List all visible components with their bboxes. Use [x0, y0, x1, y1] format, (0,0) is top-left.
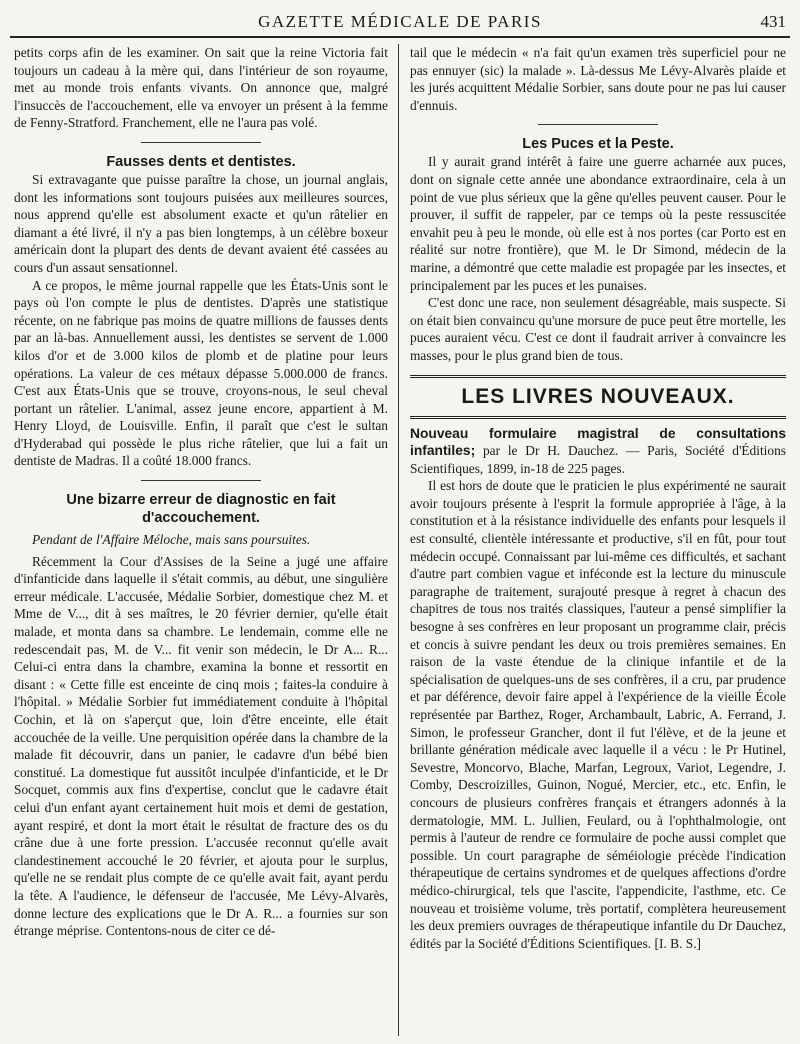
- book-review: [410, 477, 786, 952]
- paragraph: C'est donc une race, non seulement désagréable, mais suspecte. Si on était bien convaincu qu'une morsure de puce peut être mortelle, les puces auraient vécu. C'est ce dont il faudrait arriver à convaincre les masses, pour le plus grand bien de tous.: [410, 295, 786, 363]
- paragraph: Récemment la Cour d'Assises de la Seine a jugé une affaire d'infanticide dans laquelle il s'était commis, au début, une singulière erreur médicale. L'accusée, Médalie Sorbier, domestique chez M. et Mme de V..., dit à ses maîtres, le 20 février dernier, qu'elle était malade, et monta dans sa chambre. Le lendemain, comme elle ne redescendait pas, M. de V... fit venir son médecin, le Dr A... R... Celui-ci entra dans la chambre, examina la bonne et ressortit en disant : « Cette fille est enceinte de cinq mois ; faites-la conduire à l'hôpital. » Médalie Sorbier fut immédiatement conduite à l'hôpital Cochin, et là on s'aperçut que, loin d'être enceinte, elle était accouchée de la veille. Une perquisition opérée dans la chambre de la malade fit découvrir, dans un panier, le cadavre d'un bébé bien constitué. La domestique fut aussitôt inculpée d'infanticide, et le Dr Socquet, commis aux fins d'expertise, conclut que le cadavre était celui d'un enfant ayant certainement huit mois et demi de gestation, ayant respiré, et dont la mort était le résultat de fracture des os du crâne due à une forte pression. L'accusée reconnut qu'elle avait clandestinement accouché le 20 février, et ajouta pour le surplus, qu'elle ne se rendait plus compte de ce qu'elle avait fait, ayant perdu la tête. A l'audience, le défenseur de l'accusée, Me Lévy-Alvarès, donne lecture des explications que le Dr A. R... a fournies sur son étrange méprise. Contentons-nous de citer ce dé-: [14, 553, 388, 939]
- review-signature: [I. B. S.]: [654, 935, 702, 951]
- section-separator: [141, 480, 261, 481]
- left-column: [14, 44, 388, 1036]
- section-separator: [538, 124, 658, 125]
- page-header: [10, 8, 790, 38]
- section-rule: [410, 375, 786, 378]
- section-rule: [410, 416, 786, 419]
- review-text: Il est hors de doute que le praticien le plus expérimenté ne saurait avoir toujours présente à l'esprit la formule appropriée à l'âge, à la constitution et à la résistance individuelle des enfants pour lesquels il est consulté, clientèle intéressante et productive, s'il en fût, pour tout médecin occupé. Connaissant par lui-même ces difficultés, et sachant d'autre part combien vague et inféconde est la lecture du minuscule paragraphe de traitement, surajouté presque à regret à chacun des chapitres de tous nos traités classiques, l'auteur a pensé simplifier la besogne à ses confrères en leur proposant un programme clair, précis et concis à suivre pendant les deux ou trois premières semaines. En raison de la vaste étendue de la clinique infantile et de la spécialisation de quelques-uns de ses confrères, il a cru, par prudence et par déférence, devoir faire appel à l'expérience de la vieille École représentée par Barthez, Roger, Archambault, Labric, A. Ferrand, J. Simon, le professeur Grancher, dont il fut l'élève, et de la jeune et brillante génération médicale avec laquelle il a vécu : le Pr Hutinel, Sevestre, Moncorvo, Blache, Marfan, Legroux, Variot, Legendre, J. Comby, Descroizilles, Guinon, Nogué, Mercier, etc., etc. Enfin, le concours de plusieurs confrères français et étrangers adonnés à la dermatologie, MM. L. Jullien, Feulard, ou à l'ophthalmologie, ont permis à l'auteur de rendre ce formulaire de poche aussi complet que possible. Un court paragraphe de séméiologie précède l'indication thérapeutique de certains syndromes et de quelques affections d'ordre médico-chirurgical, tels que l'ascite, l'appendicite, l'asthme, etc. Ce nouveau et troisième volume, très portatif, complètera heureusement les deux premiers ouvrages de thérapeutique infantile du Dr Dauchez, édités par la Société d'Éditions Scientifiques.: [410, 478, 786, 951]
- book-title: Nouveau formulaire magistral de consultations infantiles;: [410, 425, 786, 459]
- section-title-fausses-dents: Fausses dents et dentistes.: [106, 153, 296, 170]
- section-title-puces-peste: Les Puces et la Peste.: [522, 136, 674, 153]
- book-meta: par le Dr H. Dauchez. — Paris, Société d'Éditions Scientifiques, 1899, in-18 de 225 pages.: [410, 443, 786, 476]
- section-subtitle: Pendant de l'Affaire Méloche, mais sans poursuites.: [32, 532, 311, 548]
- book-entry: [410, 425, 786, 478]
- column-divider: [398, 44, 399, 1036]
- paragraph: Il y aurait grand intérêt à faire une guerre acharnée aux puces, dont on signale cette année une abondance extraordinaire, cela à un point de vue plus sérieux que la gêne qu'elles peuvent causer. Pour le prouver, il suffit de rappeler, par ce temps où la peste ressuscitée envahit peu à peu le monde, où elle est à nos portes (car Porto est en réalité sur notre frontière), que M. le Dr Simond, médecin de la marine, a démontré que cette maladie est propagée par les insectes, et principalement par les puces et les punaises.: [410, 154, 786, 293]
- books-heading: LES LIVRES NOUVEAUX.: [461, 384, 735, 408]
- journal-title: GAZETTE MÉDICALE DE PARIS: [258, 12, 542, 31]
- paragraph: Si extravagante que puisse paraître la chose, un journal anglais, dont les informations sont toujours puisées aux meilleures sources, nous apprend qu'elle est absolument exacte et qu'un râtelier en diamant a été livré, il n'y a pas bien longtemps, à un célèbre boxeur américain dont la plupart des dents de devant avaient été cassées au cours d'un assaut sensationnel.: [14, 171, 388, 275]
- section-title-erreur-diagnostic: Une bizarre erreur de diagnostic en fait d'accouchement.: [66, 492, 336, 527]
- section-separator: [141, 142, 261, 143]
- page-number: 431: [760, 12, 786, 31]
- continuation-paragraph: tail que le médecin « n'a fait qu'un examen très superficiel pour ne pas ennuyer (sic) la malade ». Là-dessus Me Lévy-Alvarès plaide et les jurés acquittent Médalie Sorbier, sans doute pour ne pas lui causer d'ennuis.: [410, 45, 786, 113]
- paragraph: A ce propos, le même journal rappelle que les États-Unis sont le pays où l'on compte le plus de dentistes. D'après une statistique récente, on ne fabrique pas moins de quatre millions de fausses dents par an là-bas. Annuellement aussi, les dentistes se servent de 1.000 kilos d'or et de 3.000 kilos de plomb et de platine pour leurs opérations. La valeur de ces métaux dépasse 5.000.000 de francs. C'est aux États-Unis que se trouve, croyons-nous, le seul cheval portant un râtelier. L'animal, assez jeune encore, appartient à M. Henry Lloyd, de Louisville. Enfin, il paraît que c'est le sultan d'Hyderabad qui possède le plus riche râtelier, que lui a fait un dentiste de Madras. Il a coûté 18.000 francs.: [14, 277, 388, 469]
- intro-paragraph: petits corps afin de les examiner. On sait que la reine Victoria fait toujours un cadeau à la mère qui, dans l'intérieur de son royaume, met au monde trois enfants vivants. On annonce que, malgré l'insuccès de l'accouchement, elle va envoyer un présent à la femme de Fenny-Stratford. Franchement, elle ne l'aura pas volé.: [14, 45, 388, 131]
- right-column: [410, 44, 786, 1036]
